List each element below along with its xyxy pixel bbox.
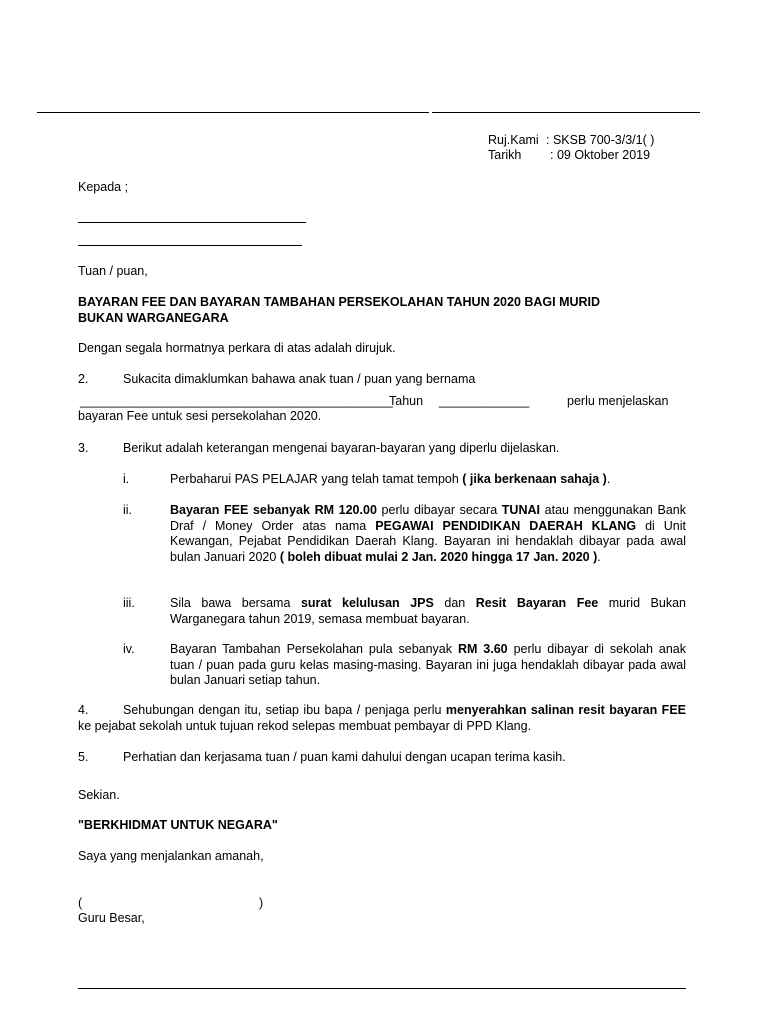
item-bold-text: surat kelulusan JPS [300,596,434,610]
paragraph-2-line-2-end: perlu menjelaskan [567,394,669,408]
paragraph-number: 2. [78,372,89,386]
salutation: Tuan / puan, [78,264,148,278]
recipient-line-2 [78,245,302,246]
signature-paren-close: ) [259,896,264,910]
paragraph-text: ke pejabat sekolah untuk tujuan rekod selepas membuat pembayar di PPD Klang. [78,718,532,733]
paragraph-text: Sehubungan dengan itu, setiap ibu bapa / penjaga perlu [123,703,446,717]
paragraph-2-line-1: Sukacita dimaklumkan bahawa anak tuan / puan yang bernama [123,372,476,386]
signature-paren-open: ( [78,896,83,910]
ruj-label: Ruj.Kami [488,133,539,147]
recipient-line-1 [78,222,306,223]
item-bold-text: PEGAWAI PENDIDIKAN DAERAH KLANG [375,518,637,533]
student-name-blank: _____________________________________________ [80,394,393,408]
sekian: Sekian. [78,788,120,802]
item-bold-text: RM 3.60 [457,642,508,656]
item-iv-text [170,642,686,689]
paragraph-number: 5. [78,750,89,764]
subject-line-2: BUKAN WARGANEGARA [78,310,229,325]
item-bold-text: ( jika berkenaan sahaja ) [462,472,607,486]
motto: "BERKHIDMAT UNTUK NEGARA" [78,818,278,832]
header-rule-right [432,112,700,113]
subject-heading [78,295,600,326]
header-rule-left [37,112,429,113]
paragraph-bold-text: menyerahkan salinan resit [445,703,605,717]
item-text: perlu dibayar secara [376,503,502,517]
item-bold-text: Resit Bayaran Fee [475,596,599,610]
amanah-line: Saya yang menjalankan amanah, [78,849,264,863]
item-text: atau menggunakan Bank Draf / Money Order atas nama [170,503,686,533]
item-text: dan [433,596,476,610]
paragraph-2-line-3: bayaran Fee untuk sesi persekolahan 2020. [78,409,322,423]
kepada-label: Kepada ; [78,180,129,194]
item-bold-text: TUNAI [501,503,540,517]
item-i-text [170,472,610,486]
paragraph-number: 4. [78,703,89,717]
item-iii-text [170,596,686,627]
paragraph-number: 3. [78,441,89,455]
item-text: di Unit Kewangan, Pejabat Pendidikan Daerah Klang. Bayaran ini hendaklah dibayar pada awal bulan Januari 2020 [170,518,686,564]
item-text: perlu dibayar di sekolah anak tuan / puan pada guru kelas masing-masing. Bayaran ini juga hendaklah dibayar pada awal bulan Januari setiap tahun. [170,642,686,687]
item-number: iii. [123,596,135,610]
item-number: iv. [123,642,135,656]
item-text: Sila bawa bersama [170,596,301,610]
paragraph-5-text: Perhatian dan kerjasama tuan / puan kami dahului dengan ucapan terima kasih. [123,750,566,764]
guru-besar-title: Guru Besar, [78,911,145,925]
item-bold-text: Bayaran FEE sebanyak RM 120.00 [170,503,377,517]
subject-line-1: BAYARAN FEE DAN BAYARAN TAMBAHAN PERSEKOLAHAN TAHUN 2020 BAGI MURID [78,295,601,309]
paragraph-3-text: Berikut adalah keterangan mengenai bayaran-bayaran yang diperlu dijelaskan. [123,441,560,455]
item-text: murid Bukan Warganegara tahun 2019, semasa membuat bayaran. [170,596,686,626]
tarikh-value: : 09 Oktober 2019 [550,148,651,162]
item-text: Bayaran Tambahan Persekolahan pula sebanyak [170,642,458,656]
footer-rule [78,988,686,989]
item-text: Perbaharui PAS PELAJAR yang telah tamat tempoh [170,472,463,486]
tarikh-label: Tarikh [488,148,522,162]
item-ii-text [170,503,686,565]
paragraph-bold-text: bayaran FEE [609,703,686,717]
item-bold-text: ( boleh dibuat mulai 2 Jan. 2020 hingga 17 Jan. 2020 ) [279,549,598,564]
item-text: . [597,549,601,564]
tahun-blank: _____________ [439,394,530,408]
ruj-value: : SKSB 700-3/3/1( ) [546,133,655,147]
paragraph-4-text [78,703,686,734]
opening-sentence: Dengan segala hormatnya perkara di atas adalah dirujuk. [78,341,396,355]
item-text: . [606,472,611,486]
tahun-label: Tahun [389,394,424,408]
item-number: i. [123,472,130,486]
item-number: ii. [123,503,133,517]
